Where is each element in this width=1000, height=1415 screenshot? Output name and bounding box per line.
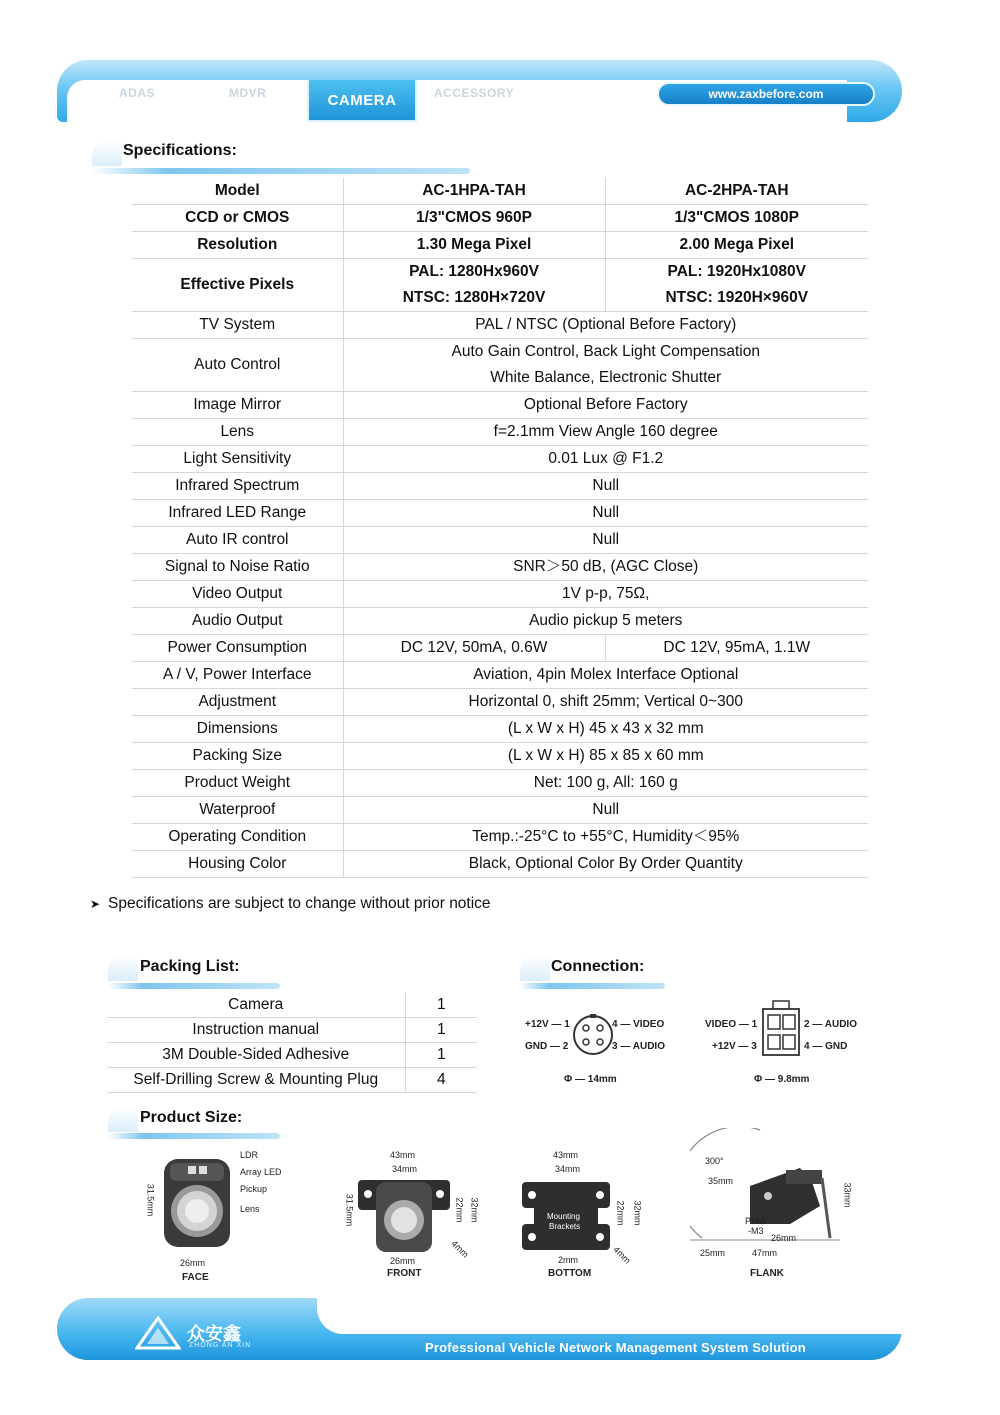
table-row [132, 851, 868, 878]
face-view-label: FACE [182, 1272, 209, 1283]
molex-connector-icon [760, 1000, 804, 1060]
spec-label: Product Weight [132, 770, 343, 797]
flank-dim-47: 47mm [752, 1248, 778, 1258]
spec-value: 1V p-p, 75Ω, [343, 581, 868, 608]
flank-height: 33mm [842, 1182, 853, 1208]
front-width-1: 43mm [390, 1150, 416, 1160]
bottom-bracket-text-1: Mounting [547, 1212, 580, 1221]
product-size-title-underline [108, 1133, 280, 1139]
spec-table [132, 178, 868, 878]
section-tab-decor [108, 955, 138, 981]
flank-m3: -M3 [748, 1226, 764, 1236]
spec-value: Net: 100 g, All: 160 g [343, 770, 868, 797]
spec-label: A / V, Power Interface [132, 662, 343, 689]
spec-value: Null [343, 797, 868, 824]
spec-title: Specifications: [123, 142, 237, 159]
bottom-view-label: BOTTOM [548, 1268, 592, 1279]
page-header [57, 60, 902, 122]
ntsc-value-1: NTSC: 1280H×720V [402, 289, 546, 306]
face-led-label: Array LED [240, 1167, 282, 1177]
spec-value: (L x W x H) 85 x 85 x 60 mm [343, 743, 868, 770]
front-height-3: 32mm [469, 1197, 480, 1223]
spec-label: Auto IR control [132, 527, 343, 554]
molex-pin-1: VIDEO — 1 [705, 1019, 758, 1030]
spec-value: 1/3"CMOS 1080P [605, 205, 868, 232]
brand-logo-icon [135, 1316, 181, 1350]
flank-pmw: PMW [745, 1216, 767, 1226]
spec-label: Auto Control [132, 339, 343, 392]
table-row [132, 259, 868, 312]
spec-value [605, 259, 868, 312]
table-row [132, 662, 868, 689]
aviation-pin-4: 4 — VIDEO [612, 1019, 665, 1030]
table-row [107, 1043, 477, 1068]
table-row [132, 178, 868, 205]
table-row [132, 743, 868, 770]
brand-name: 众安鑫 [187, 1324, 241, 1344]
spec-label: Effective Pixels [132, 259, 343, 312]
page-footer [57, 1298, 902, 1360]
auto-control-line2: White Balance, Electronic Shutter [490, 369, 722, 386]
face-pickup-label: Pickup [240, 1184, 268, 1194]
spec-title-underline [92, 168, 470, 174]
spec-label: Power Consumption [132, 635, 343, 662]
section-tab-decor [108, 1106, 138, 1132]
spec-value [343, 259, 605, 312]
flank-dim-25: 25mm [700, 1248, 726, 1258]
spec-value: 2.00 Mega Pixel [605, 232, 868, 259]
molex-pin-3: +12V — 3 [712, 1041, 757, 1052]
camera-face-drawing [158, 1155, 238, 1255]
flank-view-label: FLANK [750, 1268, 784, 1279]
table-row [107, 1068, 477, 1093]
aviation-connector-icon [570, 1010, 620, 1060]
nav-adas[interactable]: ADAS [119, 86, 156, 100]
table-row [132, 392, 868, 419]
bottom-depth: 4mm [611, 1244, 633, 1266]
aviation-pin-3: 3 — AUDIO [612, 1041, 665, 1052]
spec-value: Optional Before Factory [343, 392, 868, 419]
spec-label: Audio Output [132, 608, 343, 635]
spec-label: Infrared Spectrum [132, 473, 343, 500]
spec-value: DC 12V, 95mA, 1.1W [605, 635, 868, 662]
table-row [132, 554, 868, 581]
table-row [132, 419, 868, 446]
spec-value: Aviation, 4pin Molex Interface Optional [343, 662, 868, 689]
spec-value: DC 12V, 50mA, 0.6W [343, 635, 605, 662]
aviation-diameter: Φ — 14mm [564, 1074, 617, 1085]
table-row [132, 339, 868, 392]
nav-mdvr[interactable]: MDVR [229, 86, 267, 100]
connection-title: Connection: [551, 958, 645, 975]
model-1: AC-1HPA-TAH [343, 178, 605, 205]
face-lens-label: Lens [240, 1204, 260, 1214]
table-row [132, 770, 868, 797]
molex-pin-4: 4 — GND [804, 1041, 848, 1052]
flank-dim-26: 26mm [771, 1233, 797, 1243]
brand-subtitle: ZHONG AN XIN [189, 1342, 252, 1349]
table-row [132, 312, 868, 339]
bottom-bracket-text-2: Brackets [549, 1222, 581, 1231]
spec-value: SNR＞50 dB, (AGC Close) [343, 554, 868, 581]
table-row [132, 689, 868, 716]
packing-item: Self-Drilling Screw & Mounting Plug [107, 1068, 405, 1093]
packing-item: Instruction manual [107, 1018, 405, 1043]
aviation-pin-2: GND — 2 [525, 1041, 569, 1052]
table-row [132, 232, 868, 259]
nav-camera[interactable]: CAMERA [307, 80, 417, 122]
arrow-bullet-icon: ➤ [90, 897, 101, 911]
spec-label: Signal to Noise Ratio [132, 554, 343, 581]
spec-value: Horizontal 0, shift 25mm; Vertical 0~300 [343, 689, 868, 716]
spec-label: CCD or CMOS [132, 205, 343, 232]
spec-value: Audio pickup 5 meters [343, 608, 868, 635]
table-row [107, 1018, 477, 1043]
footer-tagline: Professional Vehicle Network Management System Solution [425, 1340, 806, 1355]
spec-value: 0.01 Lux @ F1.2 [343, 446, 868, 473]
spec-label: Housing Color [132, 851, 343, 878]
aviation-pin-1: +12V — 1 [525, 1019, 570, 1030]
flank-dim-35: 35mm [708, 1176, 734, 1186]
spec-label: Packing Size [132, 743, 343, 770]
packing-title: Packing List: [140, 958, 240, 975]
molex-pin-2: 2 — AUDIO [804, 1019, 857, 1030]
section-tab-decor [92, 140, 122, 166]
spec-value [343, 339, 868, 392]
spec-value: 1/3"CMOS 960P [343, 205, 605, 232]
table-row [132, 473, 868, 500]
ntsc-value-2: NTSC: 1920H×960V [665, 289, 809, 306]
face-height: 31.5mm [145, 1183, 156, 1217]
packing-table [107, 993, 477, 1093]
packing-qty: 4 [405, 1068, 477, 1093]
table-row [107, 993, 477, 1018]
front-width-3: 26mm [390, 1256, 416, 1266]
pal-value-2: PAL: 1920Hx1080V [667, 263, 806, 280]
packing-qty: 1 [405, 1043, 477, 1068]
pal-value-1: PAL: 1280Hx960V [409, 263, 539, 280]
packing-item: Camera [107, 993, 405, 1018]
auto-control-line1: Auto Gain Control, Back Light Compensation [451, 343, 760, 360]
bottom-height-1: 22mm [615, 1200, 626, 1226]
spec-value: Null [343, 500, 868, 527]
table-row [132, 527, 868, 554]
table-row [132, 205, 868, 232]
spec-label: Model [132, 178, 343, 205]
spec-label: Video Output [132, 581, 343, 608]
bottom-width-1: 43mm [553, 1150, 579, 1160]
spec-label: Waterproof [132, 797, 343, 824]
table-row [132, 581, 868, 608]
model-2: AC-2HPA-TAH [605, 178, 868, 205]
bottom-width-2: 34mm [555, 1164, 581, 1174]
table-row [132, 608, 868, 635]
product-size-title: Product Size: [140, 1109, 243, 1126]
table-row [132, 797, 868, 824]
nav-accessory[interactable]: ACCESSORY [434, 86, 515, 100]
bottom-width-3: 2mm [558, 1255, 578, 1265]
spec-value: (L x W x H) 45 x 43 x 32 mm [343, 716, 868, 743]
camera-flank-drawing [690, 1128, 840, 1260]
spec-label: Image Mirror [132, 392, 343, 419]
spec-value: 1.30 Mega Pixel [343, 232, 605, 259]
spec-label: Adjustment [132, 689, 343, 716]
spec-value: PAL / NTSC (Optional Before Factory) [343, 312, 868, 339]
spec-note-text: Specifications are subject to change without prior notice [108, 895, 491, 912]
spec-value: Null [343, 527, 868, 554]
spec-value: Black, Optional Color By Order Quantity [343, 851, 868, 878]
spec-value: Temp.:-25°C to +55°C, Humidity＜95% [343, 824, 868, 851]
footer-panel [317, 1298, 902, 1334]
bottom-height-2: 32mm [632, 1200, 643, 1226]
face-width: 26mm [180, 1258, 206, 1268]
packing-qty: 1 [405, 993, 477, 1018]
front-height-1: 31.5mm [344, 1193, 355, 1227]
spec-label: TV System [132, 312, 343, 339]
front-width-2: 34mm [392, 1164, 418, 1174]
table-row [132, 716, 868, 743]
packing-item: 3M Double-Sided Adhesive [107, 1043, 405, 1068]
molex-diameter: Φ — 9.8mm [754, 1074, 810, 1085]
table-row [132, 446, 868, 473]
spec-label: Infrared LED Range [132, 500, 343, 527]
face-ldr-label: LDR [240, 1150, 259, 1160]
website-link[interactable]: www.zaxbefore.com [657, 82, 875, 106]
spec-label: Light Sensitivity [132, 446, 343, 473]
spec-label: Operating Condition [132, 824, 343, 851]
table-row [132, 824, 868, 851]
camera-front-drawing [356, 1172, 452, 1256]
spec-value: f=2.1mm View Angle 160 degree [343, 419, 868, 446]
packing-title-underline [108, 983, 280, 989]
spec-label: Lens [132, 419, 343, 446]
table-row [132, 635, 868, 662]
spec-label: Dimensions [132, 716, 343, 743]
front-depth: 4mm [449, 1238, 471, 1260]
spec-label: Resolution [132, 232, 343, 259]
packing-qty: 1 [405, 1018, 477, 1043]
spec-value: Null [343, 473, 868, 500]
front-view-label: FRONT [387, 1268, 422, 1279]
connection-title-underline [520, 983, 665, 989]
spec-note [90, 895, 491, 913]
table-row [132, 500, 868, 527]
front-height-2: 22mm [454, 1197, 465, 1223]
section-tab-decor [520, 955, 550, 981]
flank-angle: 300° [705, 1156, 724, 1166]
